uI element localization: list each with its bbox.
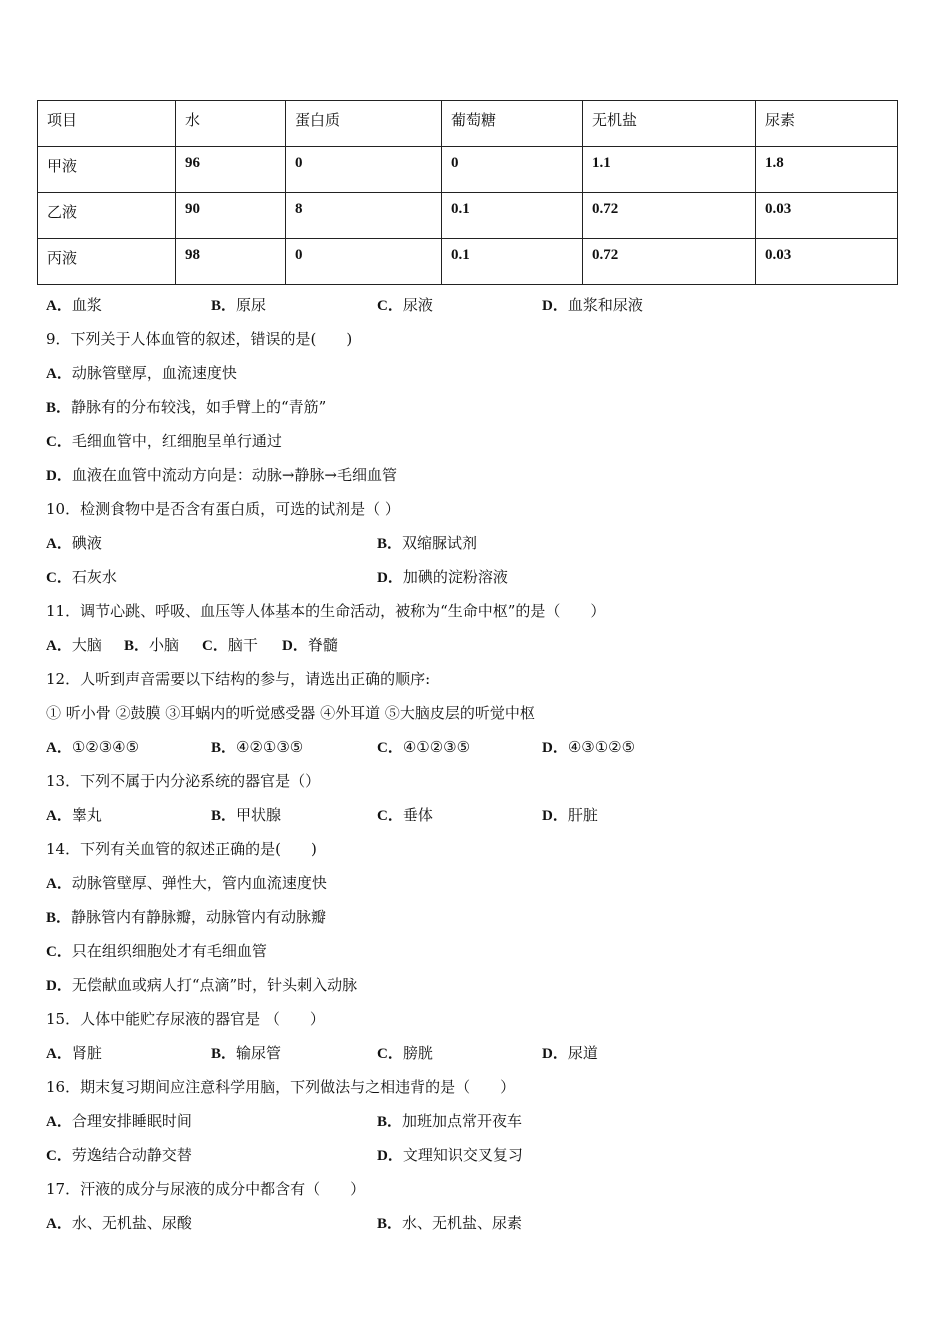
option-text: 睾丸 — [71, 806, 102, 824]
option-letter: C． — [377, 808, 403, 824]
q12-option-a[interactable] — [46, 736, 139, 757]
q16-option-c[interactable] — [46, 1144, 192, 1165]
q15-option-a[interactable] — [46, 1042, 102, 1063]
q11-option-c[interactable] — [202, 634, 258, 655]
q16-option-b[interactable] — [377, 1110, 522, 1131]
table-cell: 98 — [176, 239, 286, 285]
q8-option-a[interactable] — [46, 294, 102, 315]
option-letter: B． — [211, 740, 237, 756]
q10-option-b[interactable] — [377, 532, 477, 553]
q16-option-a[interactable] — [46, 1110, 192, 1131]
table-cell: 丙液 — [38, 239, 176, 285]
option-letter: D． — [377, 570, 403, 586]
table-header-cell: 无机盐 — [583, 101, 756, 147]
option-text: ①②③④⑤ — [71, 738, 140, 756]
composition-table — [37, 100, 898, 285]
question-9-stem: 9．下列关于人体血管的叙述，错误的是( ) — [46, 330, 353, 348]
q14-option-a[interactable] — [46, 872, 327, 893]
table-cell: 0.03 — [756, 193, 898, 239]
option-text: 大脑 — [71, 636, 102, 654]
option-text: 垂体 — [402, 806, 433, 824]
q15-option-c[interactable] — [377, 1042, 433, 1063]
option-text: 尿道 — [567, 1044, 598, 1062]
option-letter: D． — [377, 1148, 403, 1164]
option-text: 血浆和尿液 — [567, 296, 643, 314]
option-letter: B． — [377, 1114, 403, 1130]
option-letter: B． — [377, 536, 403, 552]
option-letter: A． — [46, 1046, 72, 1062]
option-letter: C． — [46, 570, 72, 586]
option-letter: B． — [124, 638, 150, 654]
table-cell: 0 — [286, 147, 442, 193]
option-text: 只在组织细胞处才有毛细血管 — [71, 942, 267, 960]
option-letter: C． — [377, 1046, 403, 1062]
q15-option-d[interactable] — [542, 1042, 598, 1063]
option-letter: A． — [46, 298, 72, 314]
option-letter: A． — [46, 1114, 72, 1130]
question-16-stem: 16．期末复习期间应注意科学用脑，下列做法与之相违背的是（ ） — [46, 1078, 516, 1096]
table-row — [38, 193, 898, 239]
option-text: 肾脏 — [71, 1044, 102, 1062]
table-header-cell: 蛋白质 — [286, 101, 442, 147]
option-letter: B． — [46, 400, 72, 416]
table-header-cell: 项目 — [38, 101, 176, 147]
option-letter: A． — [46, 638, 72, 654]
option-letter: B． — [211, 1046, 237, 1062]
option-text: 石灰水 — [71, 568, 117, 586]
table-cell: 0 — [442, 147, 583, 193]
option-text: 双缩脲试剂 — [402, 534, 478, 552]
q14-option-b[interactable] — [46, 906, 326, 927]
q8-option-c[interactable] — [377, 294, 433, 315]
option-text: 静脉有的分布较浅，如手臂上的“青筋” — [71, 398, 327, 416]
q8-option-d[interactable] — [542, 294, 643, 315]
q14-option-d[interactable] — [46, 974, 357, 995]
option-text: 血浆 — [71, 296, 102, 314]
option-text: 碘液 — [71, 534, 102, 552]
table-row — [38, 239, 898, 285]
question-12-stem: 12．人听到声音需要以下结构的参与，请选出正确的顺序: — [46, 670, 431, 688]
table-header-cell: 葡萄糖 — [442, 101, 583, 147]
option-letter: C． — [377, 740, 403, 756]
option-text: 小脑 — [149, 636, 180, 654]
option-text: 动脉管壁厚、弹性大，管内血流速度快 — [71, 874, 327, 892]
table-cell: 1.1 — [583, 147, 756, 193]
option-letter: B． — [211, 298, 237, 314]
table-header-row — [38, 101, 898, 147]
table-row — [38, 147, 898, 193]
q9-option-c[interactable] — [46, 430, 282, 451]
option-letter: B． — [211, 808, 237, 824]
option-letter: A． — [46, 740, 72, 756]
table-cell: 0.1 — [442, 239, 583, 285]
option-text: ④③①②⑤ — [567, 738, 636, 756]
table-cell: 1.8 — [756, 147, 898, 193]
option-text: 动脉管壁厚，血流速度快 — [71, 364, 237, 382]
option-text: ④②①③⑤ — [236, 738, 304, 756]
option-letter: C． — [46, 1148, 72, 1164]
option-text: 水、无机盐、尿酸 — [71, 1214, 192, 1232]
option-letter: B． — [377, 1216, 403, 1232]
question-15-stem: 15．人体中能贮存尿液的器官是 （ ） — [46, 1010, 325, 1028]
question-11-stem: 11．调节心跳、呼吸、血压等人体基本的生命活动，被称为“生命中枢”的是（ ） — [46, 602, 606, 620]
q9-option-a[interactable] — [46, 362, 237, 383]
option-letter: D． — [282, 638, 308, 654]
option-text: 加班加点常开夜车 — [402, 1112, 523, 1130]
option-letter: A． — [46, 536, 72, 552]
option-letter: A． — [46, 808, 72, 824]
q10-option-c[interactable] — [46, 566, 117, 587]
option-text: 膀胱 — [402, 1044, 433, 1062]
option-letter: A． — [46, 876, 72, 892]
q10-option-d[interactable] — [377, 566, 508, 587]
option-letter: A． — [46, 1216, 72, 1232]
q9-option-b[interactable] — [46, 396, 326, 417]
option-text: 加碘的淀粉溶液 — [402, 568, 508, 586]
question-12-structures: ① 听小骨 ②鼓膜 ③耳蜗内的听觉感受器 ④外耳道 ⑤大脑皮层的听觉中枢 — [46, 704, 535, 722]
question-13-stem: 13．下列不属于内分泌系统的器官是（） — [46, 772, 321, 790]
q9-option-d[interactable] — [46, 464, 397, 485]
option-letter: A． — [46, 366, 72, 382]
table-cell: 0.1 — [442, 193, 583, 239]
option-text: 血液在血管中流动方向是：动脉→静脉→毛细血管 — [71, 466, 397, 484]
q15-option-b[interactable] — [211, 1042, 281, 1063]
option-text: 脊髓 — [307, 636, 338, 654]
option-text: 水、无机盐、尿素 — [402, 1214, 523, 1232]
option-letter: D． — [542, 808, 568, 824]
option-letter: C． — [377, 298, 403, 314]
option-letter: D． — [46, 978, 72, 994]
q11-option-d[interactable] — [282, 634, 338, 655]
q12-option-b[interactable] — [211, 736, 303, 757]
option-letter: B． — [46, 910, 72, 926]
option-text: 肝脏 — [567, 806, 598, 824]
table-cell: 乙液 — [38, 193, 176, 239]
option-letter: C． — [46, 434, 72, 450]
table-cell: 0.72 — [583, 193, 756, 239]
option-text: 原尿 — [236, 296, 267, 314]
table-cell: 96 — [176, 147, 286, 193]
q14-option-c[interactable] — [46, 940, 267, 961]
question-10-stem: 10．检测食物中是否含有蛋白质，可选的试剂是（ ） — [46, 500, 400, 518]
q13-option-d[interactable] — [542, 804, 598, 825]
table-cell: 8 — [286, 193, 442, 239]
option-letter: C． — [202, 638, 228, 654]
option-letter: D． — [46, 468, 72, 484]
option-text: 脑干 — [227, 636, 258, 654]
table-header-cell: 尿素 — [756, 101, 898, 147]
option-letter: D． — [542, 740, 568, 756]
q16-option-d[interactable] — [377, 1144, 523, 1165]
table-cell: 0 — [286, 239, 442, 285]
table-cell: 0.03 — [756, 239, 898, 285]
option-text: 文理知识交叉复习 — [402, 1146, 523, 1164]
table-cell: 0.72 — [583, 239, 756, 285]
option-text: 甲状腺 — [236, 806, 282, 824]
q17-option-a[interactable] — [46, 1212, 192, 1233]
option-letter: D． — [542, 1046, 568, 1062]
table-header-cell: 水 — [176, 101, 286, 147]
option-text: 毛细血管中，红细胞呈单行通过 — [71, 432, 282, 450]
option-text: ④①②③⑤ — [402, 738, 471, 756]
q17-option-b[interactable] — [377, 1212, 522, 1233]
option-letter: C． — [46, 944, 72, 960]
q11-option-b[interactable] — [124, 634, 179, 655]
table-cell: 甲液 — [38, 147, 176, 193]
question-17-stem: 17．汗液的成分与尿液的成分中都含有（ ） — [46, 1180, 366, 1198]
q13-option-b[interactable] — [211, 804, 281, 825]
q10-option-a[interactable] — [46, 532, 102, 553]
q13-option-a[interactable] — [46, 804, 102, 825]
question-14-stem: 14．下列有关血管的叙述正确的是( ) — [46, 840, 317, 858]
table-cell: 90 — [176, 193, 286, 239]
q12-option-c[interactable] — [377, 736, 470, 757]
option-text: 尿液 — [402, 296, 433, 314]
option-text: 静脉管内有静脉瓣，动脉管内有动脉瓣 — [71, 908, 327, 926]
q13-option-c[interactable] — [377, 804, 433, 825]
q8-option-b[interactable] — [211, 294, 266, 315]
option-letter: D． — [542, 298, 568, 314]
q12-option-d[interactable] — [542, 736, 635, 757]
option-text: 无偿献血或病人打“点滴”时，针头刺入动脉 — [71, 976, 358, 994]
q11-option-a[interactable] — [46, 634, 102, 655]
option-text: 合理安排睡眠时间 — [71, 1112, 192, 1130]
option-text: 劳逸结合动静交替 — [71, 1146, 192, 1164]
option-text: 输尿管 — [236, 1044, 282, 1062]
